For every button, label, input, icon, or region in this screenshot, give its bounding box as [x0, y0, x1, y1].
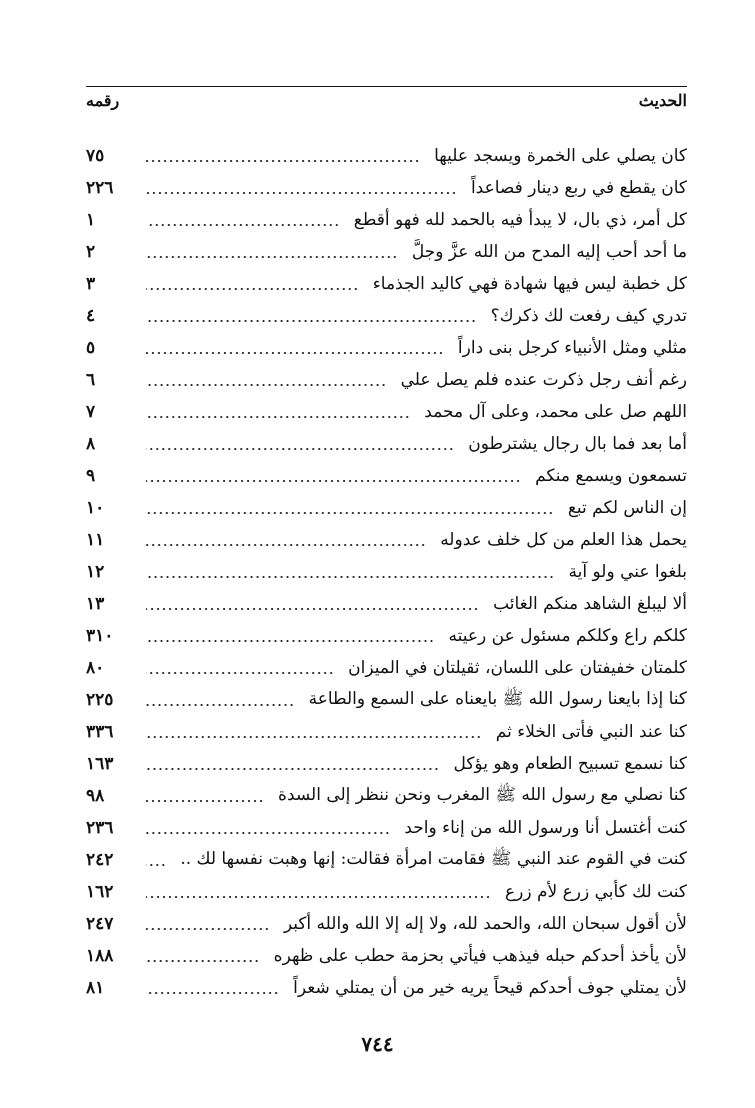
- dot-leader: [146, 768, 439, 770]
- dot-leader: [146, 608, 479, 610]
- hadith-text: تسمعون ويسمع منكم: [535, 466, 687, 486]
- dot-leader: [146, 544, 426, 546]
- index-entry: [86, 332, 687, 364]
- hadith-text: إن الناس لكم تبع: [567, 498, 687, 518]
- dot-leader: [146, 992, 279, 994]
- index-entry: [86, 172, 687, 204]
- index-entry: [86, 876, 687, 908]
- dot-leader: [146, 704, 295, 706]
- hadith-text: كنت أغتسل أنا ورسول الله من إناء واحد: [404, 818, 687, 838]
- hadith-text: رغم أنف رجل ذكرت عنده فلم يصل علي: [400, 370, 687, 390]
- dot-leader: [146, 640, 435, 642]
- hadith-number: ٨: [86, 434, 96, 454]
- index-entry: [86, 588, 687, 620]
- hadith-number: ٨٠: [86, 658, 105, 678]
- hadith-number: ١٢: [86, 562, 105, 582]
- dot-leader: [146, 320, 477, 322]
- hadith-text: لأن يمتلي جوف أحدكم قيحاً يريه خير من أن يمتلي شعراً: [293, 978, 687, 998]
- dot-leader: [146, 192, 457, 194]
- index-entry: [86, 236, 687, 268]
- hadith-number: ٣٣٦: [86, 722, 114, 742]
- hadith-number: ١٠: [86, 498, 105, 518]
- hadith-text: ما أحد أحب إليه المدح من الله عزَّ وجلَّ: [411, 242, 687, 262]
- dot-leader: [146, 864, 166, 866]
- hadith-number: ٢٢٥: [86, 690, 114, 710]
- dot-leader: [146, 576, 555, 578]
- index-entry: [86, 748, 687, 780]
- hadith-number: ٧: [86, 402, 96, 422]
- hadith-number: ٢٣٦: [86, 818, 114, 838]
- hadith-number: ٨١: [86, 978, 105, 998]
- hadith-text: مثلي ومثل الأنبياء كرجل بنى داراً: [457, 338, 687, 358]
- hadith-text: كنا عند النبي فأتى الخلاء ثم: [495, 722, 687, 742]
- hadith-text: كنت لك كأبي زرع لأم زرع: [505, 882, 687, 902]
- dot-leader: [146, 416, 410, 418]
- index-entry: [86, 556, 687, 588]
- hadith-text: كنا نسمع تسبيح الطعام وهو يؤكل: [453, 754, 687, 774]
- index-entry: [86, 940, 687, 972]
- hadith-number: ١٦٢: [86, 882, 114, 902]
- hadith-number: ٦: [86, 370, 96, 390]
- index-entry: [86, 524, 687, 556]
- dot-leader: [146, 512, 554, 514]
- index-entry: [86, 460, 687, 492]
- dot-leader: [146, 352, 444, 354]
- hadith-text: أما بعد فما بال رجال يشترطون: [468, 434, 687, 454]
- dot-leader: [146, 736, 482, 738]
- index-entry: [86, 492, 687, 524]
- dot-leader: [146, 928, 270, 930]
- index-entry: [86, 780, 687, 812]
- hadith-number: ١٦٣: [86, 754, 114, 774]
- hadith-number: ٥: [86, 338, 96, 358]
- hadith-number: ٣١٠: [86, 626, 114, 646]
- hadith-text: اللهم صل على محمد، وعلى آل محمد: [424, 402, 687, 422]
- dot-leader: [146, 832, 390, 834]
- hadith-text: تدري كيف رفعت لك ذكرك؟: [490, 306, 687, 326]
- hadith-number: ٧٥: [86, 146, 105, 166]
- hadith-number: ٩: [86, 466, 96, 486]
- column-header-hadith: الحديث: [638, 91, 687, 110]
- hadith-text: ألا ليبلغ الشاهد منكم الغائب: [493, 594, 687, 614]
- page-number: ٧٤٤: [361, 1032, 394, 1056]
- dot-leader: [146, 288, 359, 290]
- hadith-number: ٢٤٧: [86, 914, 114, 934]
- hadith-text: لأن يأخذ أحدكم حبله فيذهب فيأتي بحزمة حطب على ظهره: [273, 946, 687, 966]
- index-entry: [86, 300, 687, 332]
- hadith-text: كل أمر، ذي بال، لا يبدأ فيه بالحمد لله فهو أقطع: [353, 210, 687, 230]
- index-entry: [86, 396, 687, 428]
- dot-leader: [146, 480, 521, 482]
- dot-leader: [146, 960, 260, 962]
- index-entry: [86, 716, 687, 748]
- dot-leader: [146, 224, 340, 226]
- hadith-number: ١٨٨: [86, 946, 114, 966]
- hadith-text: يحمل هذا العلم من كل خلف عدوله: [440, 530, 687, 550]
- hadith-text: كان يصلي على الخمرة ويسجد عليها: [434, 146, 687, 166]
- index-entry: [86, 140, 687, 172]
- dot-leader: [146, 896, 491, 898]
- column-header-number: رقمه: [86, 91, 120, 110]
- hadith-text: كنت في القوم عند النبي ﷺ فقامت امرأة فقالت: إنها وهبت نفسها لك ..: [180, 848, 687, 869]
- hadith-text: كلمتان خفيفتان على اللسان، ثقيلتان في الميزان: [348, 658, 687, 678]
- hadith-number: ١١: [86, 530, 105, 550]
- index-entry: [86, 428, 687, 460]
- header-rule: [86, 86, 687, 87]
- index-entry: [86, 268, 687, 300]
- hadith-text: كان يقطع في ربع دينار فصاعداً: [470, 178, 687, 198]
- hadith-text: كنا إذا بايعنا رسول الله ﷺ بايعناه على السمع والطاعة: [308, 688, 687, 709]
- index-entry: [86, 908, 687, 940]
- index-entry: [86, 972, 687, 1004]
- hadith-text: بلغوا عني ولو آية: [568, 562, 687, 582]
- dot-leader: [146, 384, 387, 386]
- hadith-number: ٩٨: [86, 786, 105, 806]
- hadith-index-list: [86, 140, 687, 1004]
- dot-leader: [146, 256, 398, 258]
- index-entry: [86, 204, 687, 236]
- dot-leader: [146, 672, 334, 674]
- index-entry: [86, 684, 687, 716]
- hadith-text: لأن أقول سبحان الله، والحمد لله، ولا إله إلا الله والله أكبر: [283, 914, 687, 934]
- index-entry: [86, 812, 687, 844]
- hadith-text: كنا نصلي مع رسول الله ﷺ المغرب ونحن ننظر إلى السدة: [278, 784, 687, 805]
- dot-leader: [146, 800, 264, 802]
- hadith-number: ١: [86, 210, 96, 230]
- hadith-text: كل خطبة ليس فيها شهادة فهي كاليد الجذماء: [372, 274, 687, 294]
- hadith-number: ٢: [86, 242, 96, 262]
- hadith-number: ٢٢٦: [86, 178, 114, 198]
- index-entry: [86, 364, 687, 396]
- hadith-number: ٤: [86, 306, 96, 326]
- dot-leader: [146, 448, 454, 450]
- hadith-number: ١٣: [86, 594, 105, 614]
- dot-leader: [146, 160, 420, 162]
- index-entry: [86, 844, 687, 876]
- hadith-number: ٣: [86, 274, 96, 294]
- index-entry: [86, 620, 687, 652]
- hadith-number: ٢٤٢: [86, 850, 114, 870]
- hadith-text: كلكم راع وكلكم مسئول عن رعيته: [448, 626, 687, 646]
- index-entry: [86, 652, 687, 684]
